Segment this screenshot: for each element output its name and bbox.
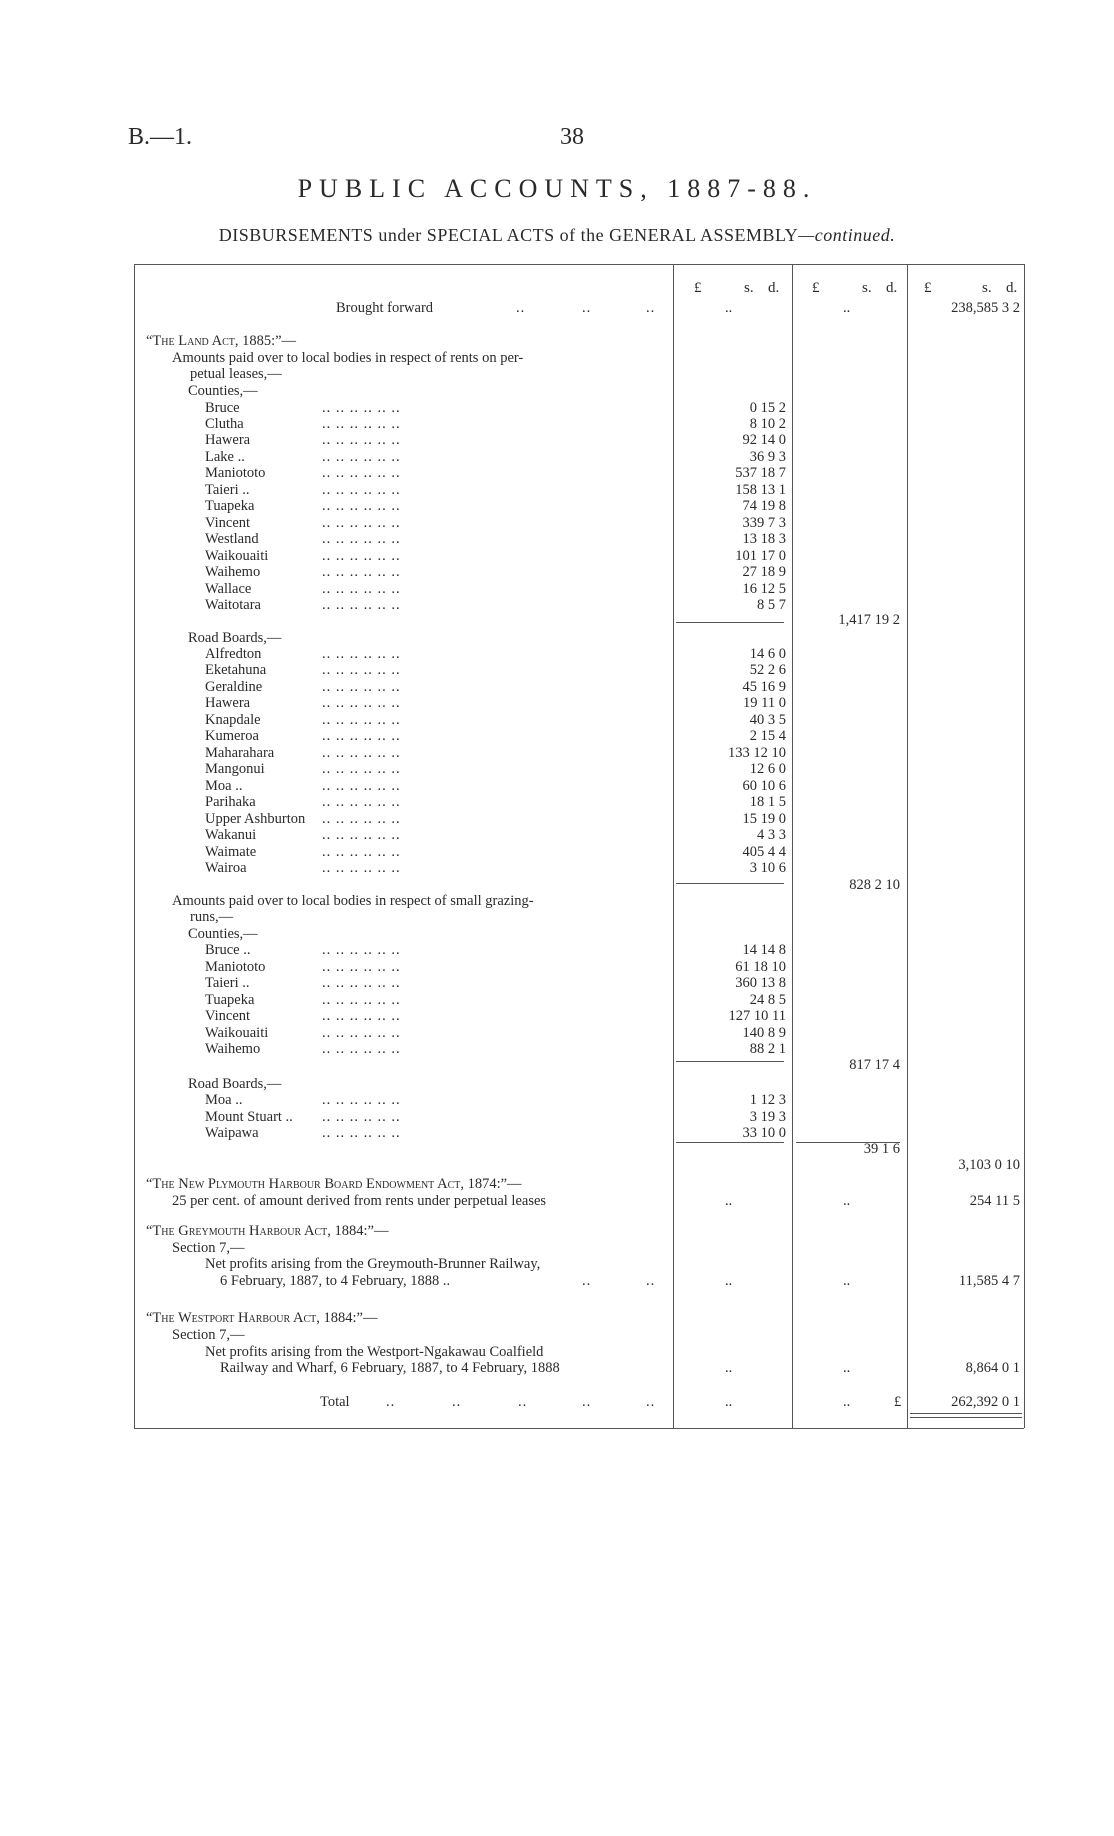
road-board-amount: 2 15 4 bbox=[749, 728, 786, 744]
subtotal-row bbox=[0, 877, 1114, 893]
pence-header: d. bbox=[1006, 280, 1018, 296]
road-board-name: Moa .. bbox=[205, 1092, 243, 1108]
table-row bbox=[0, 975, 1114, 991]
road-board-name: Waimate bbox=[205, 844, 257, 860]
leader-dots: .. .. .. .. .. .. bbox=[322, 992, 401, 1008]
table-row bbox=[0, 942, 1114, 958]
road-board-name: Knapdale bbox=[205, 712, 261, 728]
leader-dots: .. .. .. .. .. .. bbox=[322, 449, 401, 465]
county-name: Vincent bbox=[205, 515, 251, 531]
county-amount: 13 18 3 bbox=[742, 531, 786, 547]
table-row bbox=[0, 844, 1114, 860]
table-row bbox=[0, 597, 1114, 613]
page-subtitle bbox=[0, 225, 1114, 246]
county-amount: 127 10 11 bbox=[728, 1008, 786, 1024]
brought-forward-col2: .. bbox=[843, 300, 851, 316]
road-board-amount: 133 12 10 bbox=[728, 745, 786, 761]
leader-dots: .. .. .. .. .. .. bbox=[322, 1125, 401, 1141]
perpetual-counties-subtotal: 1,417 19 2 bbox=[838, 612, 900, 628]
westport-line bbox=[0, 1344, 1114, 1360]
county-name: Waitotara bbox=[205, 597, 261, 613]
page-title: PUBLIC ACCOUNTS, 1887-88. bbox=[297, 174, 817, 203]
table-row bbox=[0, 860, 1114, 876]
table-row bbox=[0, 811, 1114, 827]
road-board-name: Parihaka bbox=[205, 794, 256, 810]
road-board-name: Wairoa bbox=[205, 860, 247, 876]
county-name: Waihemo bbox=[205, 564, 261, 580]
road-board-name: Waipawa bbox=[205, 1125, 259, 1141]
road-board-amount: 15 19 0 bbox=[742, 811, 786, 827]
col2-empty: .. bbox=[843, 1273, 851, 1289]
table-row bbox=[0, 465, 1114, 481]
pence-header: d. bbox=[768, 280, 780, 296]
leader-dots: .. .. .. .. .. .. bbox=[322, 778, 401, 794]
leader-dots: .. .. .. .. .. .. bbox=[322, 1008, 401, 1024]
section-text: Amounts paid over to local bodies in respect of small grazing- bbox=[172, 893, 534, 909]
item-description: 25 per cent. of amount derived from rents under perpetual leases bbox=[172, 1193, 547, 1209]
grand-total-row bbox=[0, 1394, 1114, 1410]
county-amount: 8 10 2 bbox=[749, 416, 786, 432]
leader-dots: .. bbox=[646, 1394, 656, 1410]
col1-empty: .. bbox=[725, 1193, 733, 1209]
county-name: Tuapeka bbox=[205, 498, 255, 514]
county-name: Bruce bbox=[205, 400, 240, 416]
table-bottom-rule bbox=[134, 1428, 1024, 1429]
leader-dots: .. .. .. .. .. .. bbox=[322, 548, 401, 564]
leader-dots: .. .. .. .. .. .. bbox=[322, 581, 401, 597]
table-row bbox=[0, 679, 1114, 695]
counties-heading bbox=[0, 383, 1114, 399]
leader-dots: .. .. .. .. .. .. bbox=[322, 1041, 401, 1057]
land-act-total-row bbox=[0, 1157, 1114, 1173]
road-board-amount: 18 1 5 bbox=[749, 794, 786, 810]
greymouth-heading bbox=[0, 1223, 1114, 1239]
county-name: Westland bbox=[205, 531, 259, 547]
leader-dots: .. .. .. .. .. .. bbox=[322, 1025, 401, 1041]
leader-dots: .. bbox=[518, 1394, 528, 1410]
county-amount: 74 19 8 bbox=[742, 498, 786, 514]
leader-dots: .. bbox=[646, 300, 656, 316]
county-name: Waikouaiti bbox=[205, 548, 269, 564]
land-act-total: 3,103 0 10 bbox=[958, 1157, 1020, 1173]
col1-empty: .. bbox=[725, 1273, 733, 1289]
leader-dots: .. .. .. .. .. .. bbox=[322, 416, 401, 432]
section-text: petual leases,— bbox=[190, 366, 282, 382]
county-name: Hawera bbox=[205, 432, 251, 448]
col2-empty: .. bbox=[843, 1193, 851, 1209]
table-row bbox=[0, 1041, 1114, 1057]
leader-dots: .. .. .. .. .. .. bbox=[322, 712, 401, 728]
westport-heading bbox=[0, 1310, 1114, 1326]
total-label: Total bbox=[320, 1394, 350, 1410]
subtotal-row bbox=[0, 1057, 1114, 1073]
leader-dots: .. .. .. .. .. .. bbox=[322, 646, 401, 662]
county-amount: 16 12 5 bbox=[742, 581, 786, 597]
leader-dots: .. .. .. .. .. .. bbox=[322, 465, 401, 481]
county-name: Maniototo bbox=[205, 465, 266, 481]
leader-dots: .. .. .. .. .. .. bbox=[322, 942, 401, 958]
col2-empty: .. bbox=[843, 1394, 851, 1410]
land-act-heading bbox=[0, 333, 1114, 349]
leader-dots: .. .. .. .. .. .. bbox=[322, 482, 401, 498]
leader-dots: .. .. .. .. .. .. bbox=[322, 498, 401, 514]
county-name: Wallace bbox=[205, 581, 252, 597]
road-board-amount: 52 2 6 bbox=[749, 662, 786, 678]
leader-dots: .. bbox=[516, 300, 526, 316]
grazing-counties-subtotal: 817 17 4 bbox=[849, 1057, 900, 1073]
table-row bbox=[0, 695, 1114, 711]
col2-empty: .. bbox=[843, 1360, 851, 1376]
table-row bbox=[0, 400, 1114, 416]
road-board-name: Maharahara bbox=[205, 745, 275, 761]
leader-dots: .. .. .. .. .. .. bbox=[322, 728, 401, 744]
subtitle-continued: —continued. bbox=[798, 225, 896, 245]
table-row bbox=[0, 662, 1114, 678]
table-row bbox=[0, 712, 1114, 728]
road-board-amount: 14 6 0 bbox=[749, 646, 786, 662]
leader-dots: .. bbox=[582, 300, 592, 316]
perpetual-intro-line bbox=[0, 366, 1114, 382]
grazing-intro-line bbox=[0, 893, 1114, 909]
county-amount: 88 2 1 bbox=[749, 1041, 786, 1057]
county-amount: 8 5 7 bbox=[757, 597, 786, 613]
rule-total-1 bbox=[910, 1413, 1022, 1414]
westport-amount: 8,864 0 1 bbox=[965, 1360, 1020, 1376]
table-row bbox=[0, 581, 1114, 597]
road-board-name: Kumeroa bbox=[205, 728, 259, 744]
county-amount: 61 18 10 bbox=[735, 959, 786, 975]
road-board-amount: 4 3 3 bbox=[757, 827, 786, 843]
brought-forward-total: 238,585 3 2 bbox=[951, 300, 1020, 316]
leader-dots: .. .. .. .. .. .. bbox=[322, 860, 401, 876]
county-amount: 36 9 3 bbox=[749, 449, 786, 465]
greymouth-amount: 11,585 4 7 bbox=[958, 1273, 1020, 1289]
leader-dots: .. bbox=[386, 1394, 396, 1410]
table-row bbox=[0, 482, 1114, 498]
subtitle-main: DISBURSEMENTS under SPECIAL ACTS of the GENERAL ASSEMBLY bbox=[218, 225, 799, 245]
leader-dots: .. .. .. .. .. .. bbox=[322, 844, 401, 860]
county-name: Maniototo bbox=[205, 959, 266, 975]
counties-label: Counties,— bbox=[188, 383, 258, 399]
table-row bbox=[0, 416, 1114, 432]
road-board-name: Mount Stuart .. bbox=[205, 1109, 293, 1125]
county-name: Waihemo bbox=[205, 1041, 261, 1057]
leader-dots: .. .. .. .. .. .. bbox=[322, 432, 401, 448]
table-row bbox=[0, 531, 1114, 547]
act-title: “The New Plymouth Harbour Board Endowment Act, 1874:”— bbox=[146, 1176, 522, 1192]
leader-dots: .. bbox=[582, 1273, 592, 1289]
road-board-name: Moa .. bbox=[205, 778, 243, 794]
leader-dots: .. .. .. .. .. .. bbox=[322, 959, 401, 975]
leader-dots: .. .. .. .. .. .. bbox=[322, 695, 401, 711]
pounds-header: £ bbox=[812, 280, 820, 296]
road-board-name: Upper Ashburton bbox=[205, 811, 306, 827]
new-plymouth-heading bbox=[0, 1176, 1114, 1192]
pence-header: d. bbox=[886, 280, 898, 296]
currency-symbol: £ bbox=[894, 1394, 902, 1410]
road-board-name: Mangonui bbox=[205, 761, 265, 777]
brought-forward-row bbox=[0, 300, 1114, 316]
col1-empty: .. bbox=[725, 1360, 733, 1376]
road-board-name: Hawera bbox=[205, 695, 251, 711]
leader-dots: .. .. .. .. .. .. bbox=[322, 827, 401, 843]
county-name: Clutha bbox=[205, 416, 244, 432]
leader-dots: .. bbox=[452, 1394, 462, 1410]
perpetual-road-boards-subtotal: 828 2 10 bbox=[849, 877, 900, 893]
county-name: Taieri .. bbox=[205, 975, 250, 991]
leader-dots: .. .. .. .. .. .. bbox=[322, 679, 401, 695]
county-amount: 339 7 3 bbox=[742, 515, 786, 531]
shillings-header: s. bbox=[862, 280, 872, 296]
page-reference: B.—1. bbox=[128, 124, 193, 150]
table-row bbox=[0, 1008, 1114, 1024]
subtotal-row bbox=[0, 1141, 1114, 1157]
road-boards-label: Road Boards,— bbox=[188, 630, 282, 646]
pounds-header: £ bbox=[924, 280, 932, 296]
grazing-road-boards-subtotal: 39 1 6 bbox=[863, 1141, 900, 1157]
leader-dots: .. .. .. .. .. .. bbox=[322, 564, 401, 580]
table-row bbox=[0, 1125, 1114, 1141]
leader-dots: .. bbox=[582, 1394, 592, 1410]
section-text: runs,— bbox=[190, 909, 234, 925]
county-amount: 92 14 0 bbox=[742, 432, 786, 448]
brought-forward-label: Brought forward bbox=[336, 300, 434, 316]
road-board-amount: 19 11 0 bbox=[743, 695, 786, 711]
road-board-amount: 60 10 6 bbox=[742, 778, 786, 794]
act-title: “The Land Act, 1885:”— bbox=[146, 333, 297, 349]
table-row bbox=[0, 761, 1114, 777]
greymouth-line bbox=[0, 1256, 1114, 1272]
act-title: “The Greymouth Harbour Act, 1884:”— bbox=[146, 1223, 389, 1239]
road-board-amount: 3 19 3 bbox=[749, 1109, 786, 1125]
table-row bbox=[0, 959, 1114, 975]
section-label: Section 7,— bbox=[172, 1327, 245, 1343]
road-board-amount: 40 3 5 bbox=[749, 712, 786, 728]
county-amount: 0 15 2 bbox=[749, 400, 786, 416]
table-row bbox=[0, 432, 1114, 448]
col1-empty: .. bbox=[725, 1394, 733, 1410]
table-row bbox=[0, 498, 1114, 514]
road-board-amount: 3 10 6 bbox=[749, 860, 786, 876]
table-row bbox=[0, 1092, 1114, 1108]
brought-forward-col1: .. bbox=[725, 300, 733, 316]
road-board-name: Geraldine bbox=[205, 679, 263, 695]
perpetual-intro-line bbox=[0, 350, 1114, 366]
item-description: 6 February, 1887, to 4 February, 1888 .. bbox=[220, 1273, 451, 1289]
road-board-amount: 1 12 3 bbox=[749, 1092, 786, 1108]
grand-total-amount: 262,392 0 1 bbox=[951, 1394, 1020, 1410]
table-row bbox=[0, 992, 1114, 1008]
county-name: Taieri .. bbox=[205, 482, 250, 498]
leader-dots: .. .. .. .. .. .. bbox=[322, 794, 401, 810]
county-name: Vincent bbox=[205, 1008, 251, 1024]
road-boards-heading bbox=[0, 1076, 1114, 1092]
road-boards-heading bbox=[0, 630, 1114, 646]
greymouth-row bbox=[0, 1273, 1114, 1289]
table-row bbox=[0, 564, 1114, 580]
table-row bbox=[0, 827, 1114, 843]
leader-dots: .. .. .. .. .. .. bbox=[322, 531, 401, 547]
new-plymouth-row bbox=[0, 1193, 1114, 1209]
item-description: Net profits arising from the Greymouth-Brunner Railway, bbox=[205, 1256, 541, 1272]
leader-dots: .. bbox=[646, 1273, 656, 1289]
road-boards-label: Road Boards,— bbox=[188, 1076, 282, 1092]
road-board-name: Alfredton bbox=[205, 646, 262, 662]
shillings-header: s. bbox=[744, 280, 754, 296]
county-name: Tuapeka bbox=[205, 992, 255, 1008]
county-name: Bruce .. bbox=[205, 942, 251, 958]
road-board-amount: 45 16 9 bbox=[742, 679, 786, 695]
shillings-header: s. bbox=[982, 280, 992, 296]
counties-label: Counties,— bbox=[188, 926, 258, 942]
leader-dots: .. .. .. .. .. .. bbox=[322, 975, 401, 991]
table-row bbox=[0, 1025, 1114, 1041]
table-row bbox=[0, 1109, 1114, 1125]
table-row bbox=[0, 449, 1114, 465]
leader-dots: .. .. .. .. .. .. bbox=[322, 1092, 401, 1108]
county-amount: 101 17 0 bbox=[735, 548, 786, 564]
road-board-amount: 12 6 0 bbox=[749, 761, 786, 777]
county-name: Waikouaiti bbox=[205, 1025, 269, 1041]
pounds-header: £ bbox=[694, 280, 702, 296]
leader-dots: .. .. .. .. .. .. bbox=[322, 400, 401, 416]
road-board-amount: 405 4 4 bbox=[742, 844, 786, 860]
leader-dots: .. .. .. .. .. .. bbox=[322, 745, 401, 761]
leader-dots: .. .. .. .. .. .. bbox=[322, 597, 401, 613]
county-amount: 360 13 8 bbox=[735, 975, 786, 991]
road-board-name: Eketahuna bbox=[205, 662, 267, 678]
county-amount: 24 8 5 bbox=[749, 992, 786, 1008]
greymouth-section bbox=[0, 1240, 1114, 1256]
leader-dots: .. .. .. .. .. .. bbox=[322, 515, 401, 531]
act-title: “The Westport Harbour Act, 1884:”— bbox=[146, 1310, 378, 1326]
new-plymouth-amount: 254 11 5 bbox=[969, 1193, 1020, 1209]
grazing-intro-line bbox=[0, 909, 1114, 925]
road-board-name: Wakanui bbox=[205, 827, 257, 843]
item-description: Railway and Wharf, 6 February, 1887, to 4 February, 1888 bbox=[220, 1360, 560, 1376]
table-row bbox=[0, 548, 1114, 564]
table-row bbox=[0, 646, 1114, 662]
westport-section bbox=[0, 1327, 1114, 1343]
item-description: Net profits arising from the Westport-Ngakawau Coalfield bbox=[205, 1344, 544, 1360]
page-number: 38 bbox=[560, 124, 584, 150]
counties-heading bbox=[0, 926, 1114, 942]
leader-dots: .. .. .. .. .. .. bbox=[322, 811, 401, 827]
county-amount: 537 18 7 bbox=[735, 465, 786, 481]
leader-dots: .. .. .. .. .. .. bbox=[322, 761, 401, 777]
table-top-rule bbox=[134, 264, 1024, 265]
road-board-amount: 33 10 0 bbox=[742, 1125, 786, 1141]
county-amount: 27 18 9 bbox=[742, 564, 786, 580]
section-label: Section 7,— bbox=[172, 1240, 245, 1256]
section-text: Amounts paid over to local bodies in respect of rents on per- bbox=[172, 350, 524, 366]
county-name: Lake .. bbox=[205, 449, 245, 465]
leader-dots: .. .. .. .. .. .. bbox=[322, 1109, 401, 1125]
rule-total-2 bbox=[910, 1417, 1022, 1418]
table-row bbox=[0, 728, 1114, 744]
county-amount: 140 8 9 bbox=[742, 1025, 786, 1041]
subtotal-row bbox=[0, 612, 1114, 628]
table-row bbox=[0, 794, 1114, 810]
table-row bbox=[0, 778, 1114, 794]
leader-dots: .. .. .. .. .. .. bbox=[322, 662, 401, 678]
table-row bbox=[0, 515, 1114, 531]
county-amount: 14 14 8 bbox=[742, 942, 786, 958]
westport-row bbox=[0, 1360, 1114, 1376]
county-amount: 158 13 1 bbox=[735, 482, 786, 498]
table-row bbox=[0, 745, 1114, 761]
